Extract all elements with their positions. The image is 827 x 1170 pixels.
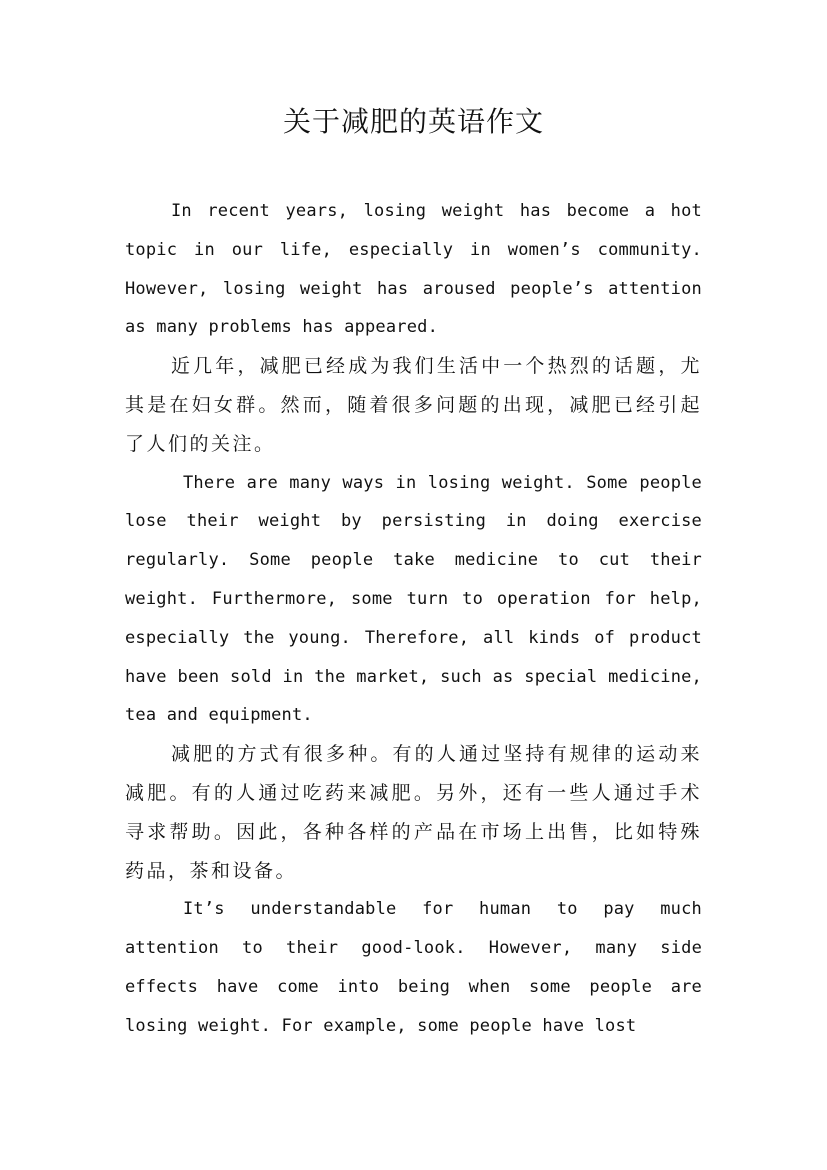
paragraph-chinese-1: 近几年，减肥已经成为我们生活中一个热烈的话题，尤其是在妇女群。然而，随着很多问题的出现，减肥已经引起了人们的关注。: [125, 355, 702, 455]
document-title: 关于减肥的英语作文: [282, 105, 544, 138]
paragraph-english-1: In recent years, losing weight has become a hot topic in our life, especially in women’s community. However, losing weight has aroused people’s attention as many problems has appeared.: [125, 201, 702, 338]
paragraph-english-3: It’s understandable for human to pay much attention to their good-look. However, many side effects have come into being when some people are losing weight. For example, some people have lost: [125, 899, 702, 1036]
paragraph-chinese-2: 减肥的方式有很多种。有的人通过坚持有规律的运动来减肥。有的人通过吃药来减肥。另外，还有一些人通过手术寻求帮助。因此，各种各样的产品在市场上出售，比如特殊药品，茶和设备。: [125, 743, 702, 882]
document-body: [125, 192, 702, 1046]
paragraph-english-2: There are many ways in losing weight. Some people lose their weight by persisting in doing exercise regularly. Some people take medicine to cut their weight. Furthermore, some turn to operation for help, especially the young. Therefore, all kinds of product have been sold in the market, such as special medicine, tea and equipment.: [125, 472, 702, 726]
